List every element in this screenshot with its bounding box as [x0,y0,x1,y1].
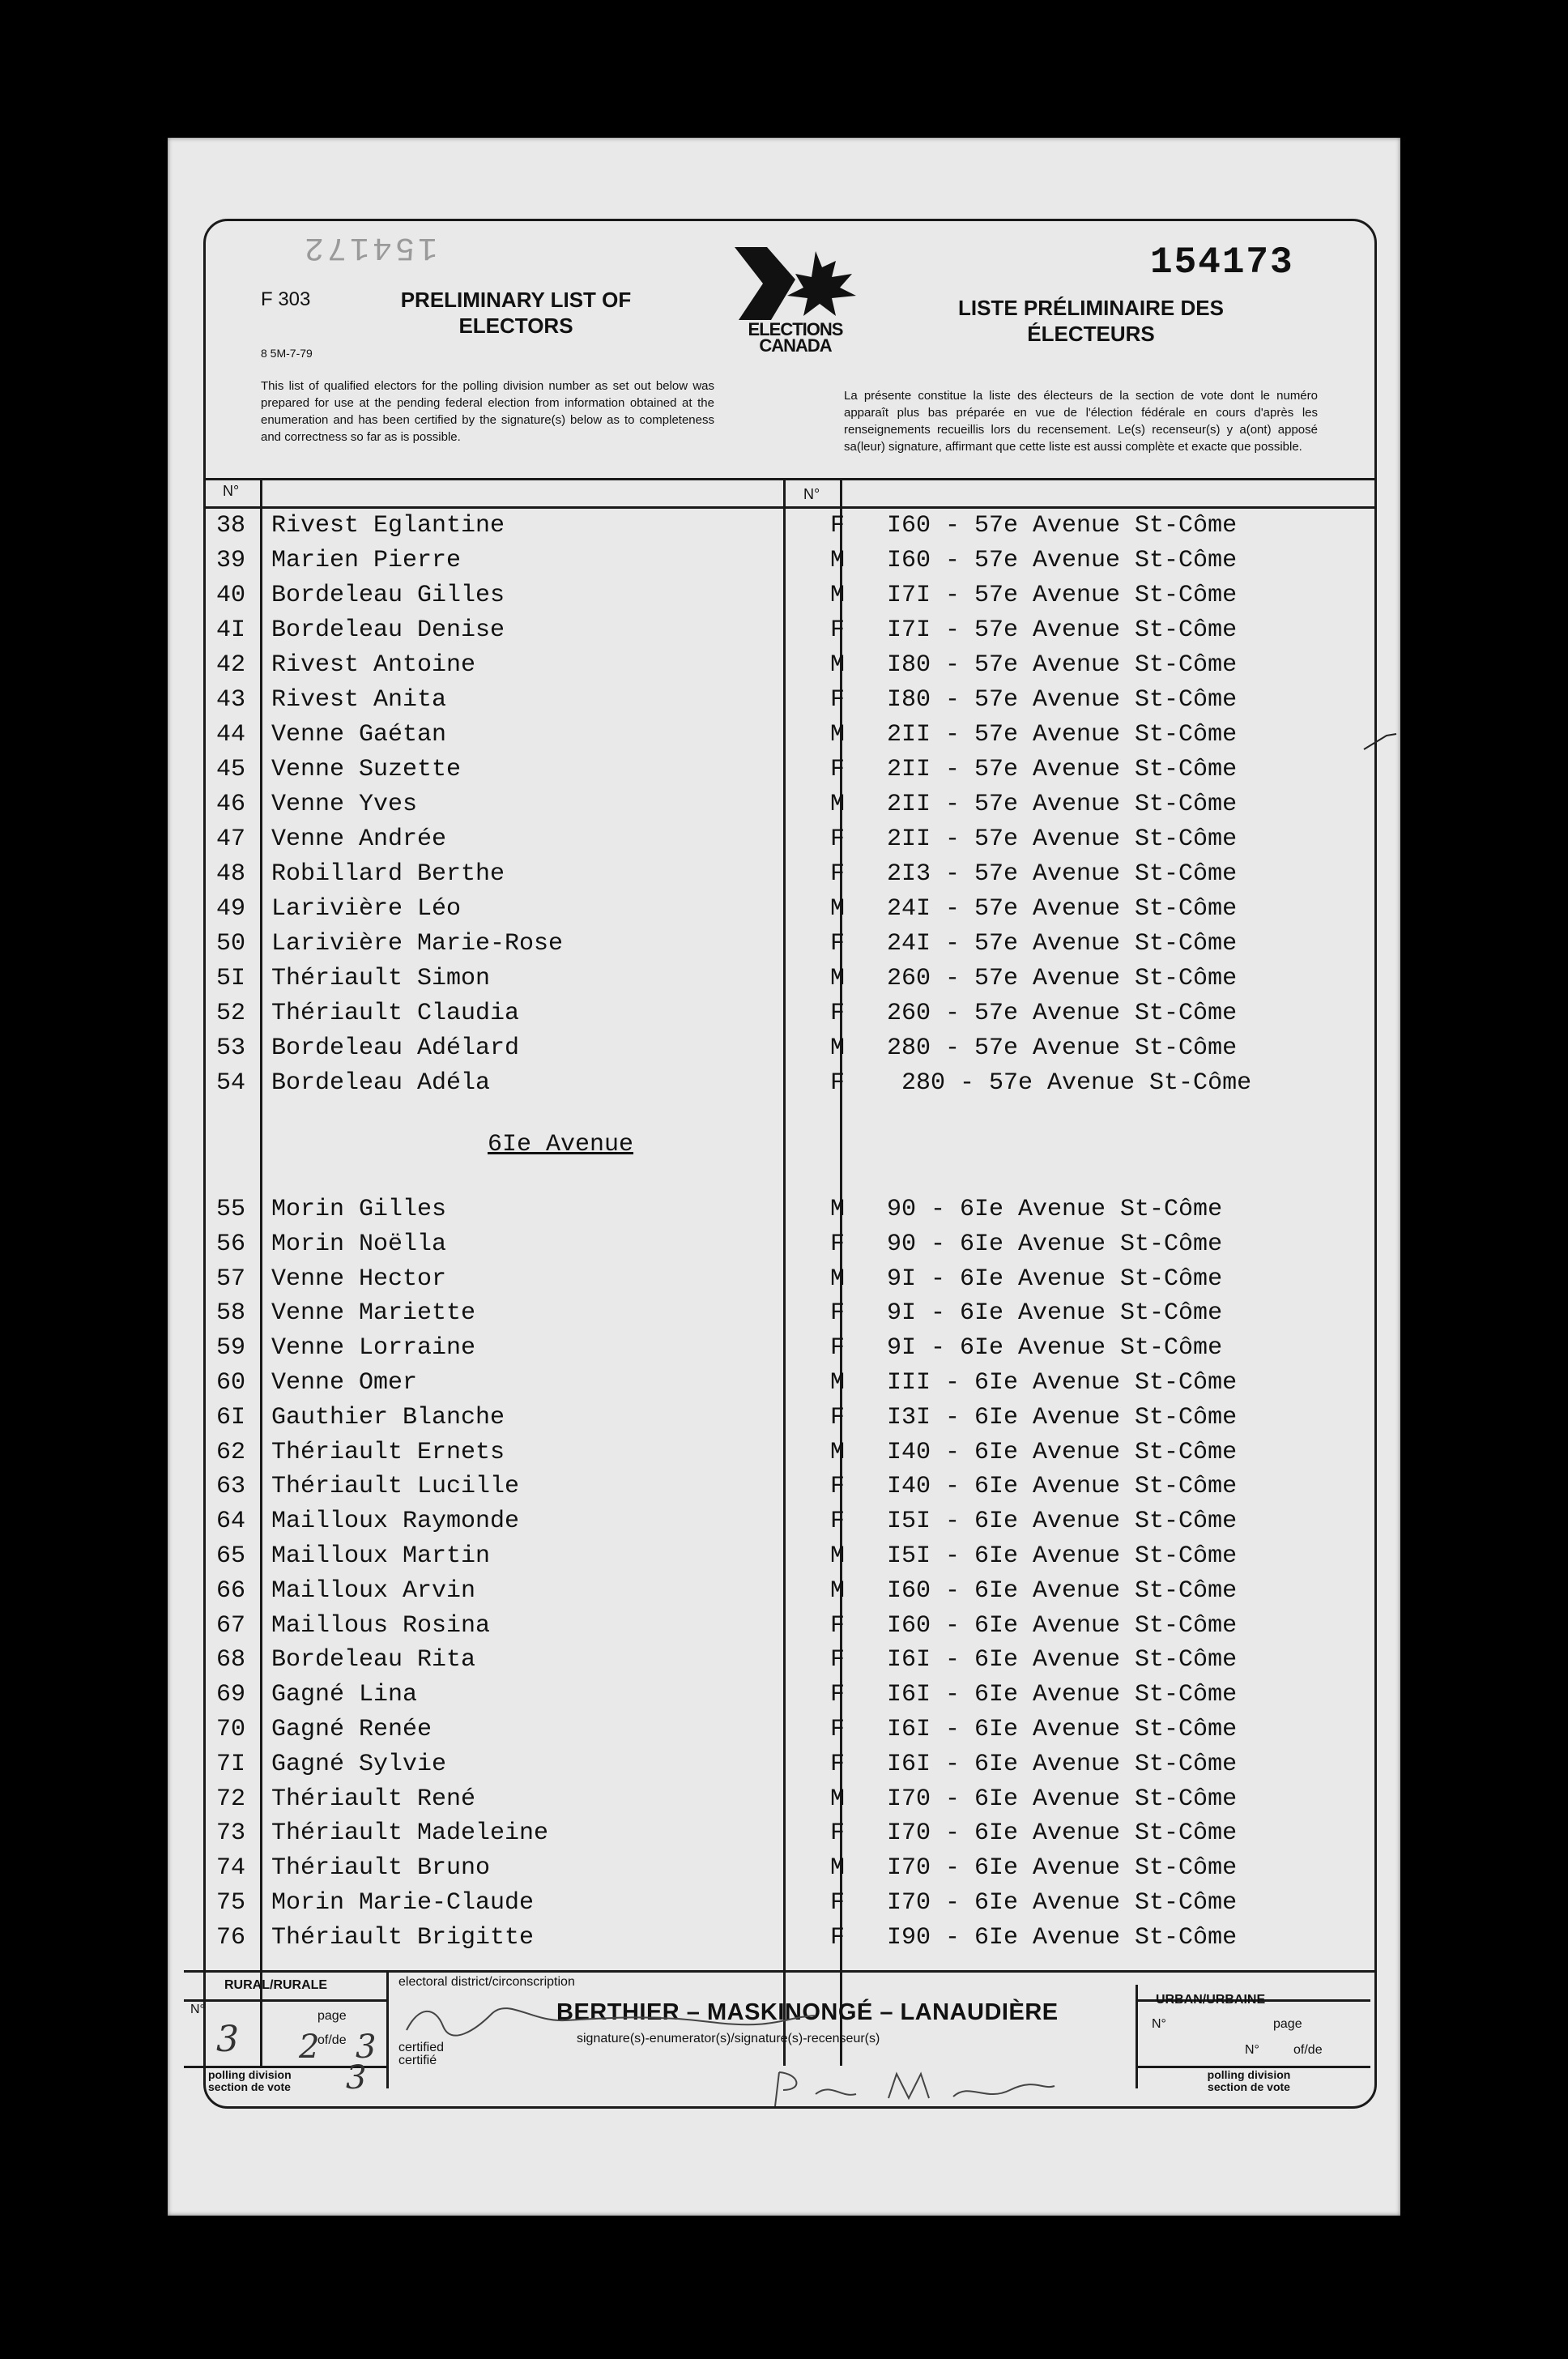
elector-row [207,1542,1357,1575]
title-english: PRELIMINARY LIST OF ELECTORS [400,288,632,338]
title-french: LISTE PRÉLIMINAIRE DES ÉLECTEURS [958,296,1224,346]
elector-sex: M [830,651,846,679]
elector-sex: F [830,1716,846,1743]
polling-division-label: polling division section de vote [208,2068,292,2093]
elector-number: 75 [215,1889,245,1917]
elector-sex: M [830,582,846,609]
elector-sex: F [830,930,846,958]
footer-rule-left [386,1970,389,2088]
elector-row [207,860,1357,893]
elector-row [207,1034,1357,1067]
elector-row [207,1612,1357,1644]
elector-name: Morin Noëlla [271,1230,447,1258]
inverted-stamp-number: 154172 [301,228,438,265]
elector-row [207,1924,1357,1956]
elector-sex: M [830,1265,846,1293]
elector-sex: F [830,1508,846,1536]
elector-sex: M [830,895,846,923]
column-header-divider [203,506,1374,509]
elector-number: 64 [215,1508,245,1536]
elector-sex: F [830,1750,846,1778]
elector-number: 57 [215,1265,245,1293]
elector-row [207,1785,1357,1818]
elector-row [207,1196,1357,1228]
elector-address: I90 - 6Ie Avenue St-Côme [887,1923,1238,1952]
elector-number: 48 [215,860,245,888]
elector-address: I80 - 57e Avenue St-Côme [887,686,1238,714]
elector-sex: M [830,1542,846,1570]
elector-number: 55 [215,1196,245,1223]
elector-name: Gagné Sylvie [271,1750,447,1778]
elector-address: I6I - 6Ie Avenue St-Côme [887,1646,1238,1674]
elector-number: 6I [215,1403,245,1431]
elector-name: Bordeleau Adéla [271,1069,491,1097]
urban-of-label: of/de [1293,2043,1323,2057]
elector-sex: F [830,686,846,714]
elector-row [207,721,1357,753]
elector-sex: F [830,756,846,783]
elector-row [207,1069,1357,1102]
elector-sex: F [830,860,846,888]
elector-address: 24I - 57e Avenue St-Côme [887,895,1238,923]
elector-name: Thériault Brigitte [271,1923,535,1952]
elector-name: Mailloux Arvin [271,1576,476,1605]
elector-name: Mailloux Martin [271,1542,491,1570]
elector-number: 46 [215,791,245,818]
elector-address: I40 - 6Ie Avenue St-Côme [887,1438,1238,1466]
elector-number: 40 [215,582,245,609]
elector-sex: F [830,1403,846,1431]
elector-row [207,547,1357,579]
urban-label: URBAN/URBAINE [1156,1993,1266,2007]
footer-divider [184,1970,1374,1973]
elector-number: 66 [215,1576,245,1605]
elector-name: Rivest Eglantine [271,512,505,540]
elector-number: 7I [215,1750,245,1778]
elector-row [207,1819,1357,1852]
elector-number: 65 [215,1542,245,1570]
elector-name: Bordeleau Rita [271,1646,476,1674]
elector-sex: M [830,1369,846,1397]
elector-sex: F [830,1819,846,1848]
form-code: 8 5M-7-79 [261,347,313,360]
elector-sex: F [830,512,846,540]
elector-sex: F [830,1681,846,1709]
elector-sex: F [830,1611,846,1640]
elector-address: I70 - 6Ie Avenue St-Côme [887,1819,1238,1848]
elector-row [207,1404,1357,1436]
elector-address: I60 - 57e Avenue St-Côme [887,512,1238,540]
elector-number: 44 [215,721,245,749]
elector-address: 9I - 6Ie Avenue St-Côme [887,1299,1223,1328]
rural-label: RURAL/RURALE [224,1978,328,1992]
elector-number: 70 [215,1716,245,1743]
elector-name: Marien Pierre [271,547,462,574]
logo-word-canada: CANADA [759,335,832,356]
elector-sex: F [830,1299,846,1328]
district-label: electoral district/circonscription [398,1975,575,1989]
elector-row [207,1334,1357,1367]
form-number: F 303 [261,288,311,310]
elector-row [207,1231,1357,1263]
margin-pen-mark [1362,729,1399,753]
elector-address: 90 - 6Ie Avenue St-Côme [887,1230,1223,1258]
elector-address: I70 - 6Ie Avenue St-Côme [887,1785,1238,1813]
elector-name: Rivest Antoine [271,651,476,679]
elector-row [207,686,1357,719]
elector-number: 52 [215,1000,245,1027]
elector-name: Bordeleau Adélard [271,1034,520,1062]
of-label: of/de [317,2033,347,2047]
elector-sex: M [830,547,846,574]
intro-text-french: La présente constitue la liste des électeurs de la section de vote dont le numéro apparaît plus bas préparée en vue de l'élection fédérale en cours d'après les renseignements recueillis lors du recensement. Le(s) recenseur(s) y a(ont) apposé sa(leur) signature, affirmant que cette liste est aussi complète et exacte que possible. [844,389,1318,454]
elector-name: Thériault Simon [271,965,491,992]
handwritten-signature-2 [767,2066,1059,2114]
elector-address: 260 - 57e Avenue St-Côme [887,1000,1238,1027]
elector-number: 38 [215,512,245,540]
elector-address: 260 - 57e Avenue St-Côme [887,965,1238,992]
elector-number: 76 [215,1923,245,1952]
urban-page-label: page [1273,2017,1302,2031]
elector-sex: F [830,1473,846,1501]
elector-address: I7I - 57e Avenue St-Côme [887,616,1238,644]
elector-row [207,1508,1357,1540]
elector-name: Venne Andrée [271,825,447,853]
elector-name: Thériault René [271,1785,476,1813]
elector-row [207,582,1357,614]
elector-sex: M [830,965,846,992]
elector-name: Thériault Lucille [271,1473,520,1501]
elector-name: Gauthier Blanche [271,1403,505,1431]
elector-sex: F [830,1334,846,1363]
elector-row [207,616,1357,649]
elector-name: Venne Mariette [271,1299,476,1328]
elector-row [207,965,1357,997]
elector-address: I60 - 6Ie Avenue St-Côme [887,1611,1238,1640]
elector-number: 4I [215,616,245,644]
maple-leaf-x-icon [718,243,872,324]
elector-sex: F [830,1923,846,1952]
elector-sex: F [830,616,846,644]
elector-name: Bordeleau Denise [271,616,505,644]
elector-address: 2II - 57e Avenue St-Côme [887,756,1238,783]
intro-text-english: This list of qualified electors for the polling division number as set out below was prepared for use at the pending federal election from information obtained at the enumeration and has been certified by the signature(s) below as to completeness and correctness so far as is possible. [261,379,714,444]
elector-number: 39 [215,547,245,574]
elector-number: 72 [215,1785,245,1813]
elector-name: Thériault Bruno [271,1854,491,1883]
elector-sex: F [830,1069,846,1097]
elector-number: 62 [215,1438,245,1466]
elector-name: Gagné Renée [271,1716,432,1743]
district-name: BERTHIER – MASKINONGÉ – LANAUDIÈRE [556,1999,1059,2025]
rural-no-label: N° [190,2003,205,2016]
elector-name: Morin Gilles [271,1196,447,1223]
elector-address: I6I - 6Ie Avenue St-Côme [887,1681,1238,1709]
elector-address: I60 - 6Ie Avenue St-Côme [887,1576,1238,1605]
elector-name: Bordeleau Gilles [271,582,505,609]
elector-row [207,512,1357,544]
elector-sex: F [830,1000,846,1027]
elector-address: 9I - 6Ie Avenue St-Côme [887,1265,1223,1293]
elector-address: I70 - 6Ie Avenue St-Côme [887,1854,1238,1883]
elector-address: 9I - 6Ie Avenue St-Côme [887,1334,1223,1363]
elector-address: 2II - 57e Avenue St-Côme [887,791,1238,818]
elector-sex: M [830,791,846,818]
elector-address: I6I - 6Ie Avenue St-Côme [887,1716,1238,1743]
elector-row [207,1751,1357,1783]
elector-row [207,930,1357,962]
elector-number: 68 [215,1646,245,1674]
header-divider [203,478,1374,480]
elector-number: 45 [215,756,245,783]
signature-label: signature(s)-enumerator(s)/signature(s)-recenseur(s) [577,2032,880,2045]
elector-sex: F [830,1889,846,1917]
elector-number: 74 [215,1854,245,1883]
elector-name: Venne Omer [271,1369,418,1397]
elector-name: Thériault Ernets [271,1438,505,1466]
elector-number: 42 [215,651,245,679]
elector-number: 69 [215,1681,245,1709]
elector-address: I60 - 57e Avenue St-Côme [887,547,1238,574]
elector-row [207,825,1357,858]
elections-canada-logo [718,243,872,356]
elector-name: Venne Suzette [271,756,462,783]
elector-name: Venne Hector [271,1265,447,1293]
elector-row [207,791,1357,823]
elector-address: I40 - 6Ie Avenue St-Côme [887,1473,1238,1501]
elector-name: Maillous Rosina [271,1611,491,1640]
elector-address: 24I - 57e Avenue St-Côme [887,930,1238,958]
elector-number: 54 [215,1069,245,1097]
elector-number: 56 [215,1230,245,1258]
elector-name: Thériault Claudia [271,1000,520,1027]
elector-name: Rivest Anita [271,686,447,714]
urban-page-no-label: N° [1245,2043,1259,2057]
logo-word-elections: ELECTIONS [748,319,843,339]
page-label: page [317,2009,347,2023]
rural-number-value: 3 [216,2019,239,2060]
elector-name: Gagné Lina [271,1681,418,1709]
elector-number: 50 [215,930,245,958]
elector-row [207,1681,1357,1713]
elector-row [207,1299,1357,1332]
elector-row [207,1439,1357,1471]
elector-row [207,1889,1357,1922]
urban-polling-division-label: polling division section de vote [1207,2068,1291,2093]
elector-address: 280 - 57e Avenue St-Côme [887,1069,1252,1097]
elector-sex: M [830,1196,846,1223]
elector-number: 58 [215,1299,245,1328]
elector-address: III - 6Ie Avenue St-Côme [887,1369,1238,1397]
serial-number: 154173 [1150,241,1294,284]
document-page [168,138,1400,2216]
elector-address: I6I - 6Ie Avenue St-Côme [887,1750,1238,1778]
elector-number: 5I [215,965,245,992]
elector-row [207,1854,1357,1887]
elector-row [207,651,1357,684]
elector-address: 2II - 57e Avenue St-Côme [887,721,1238,749]
elector-row [207,1265,1357,1298]
polling-division-value: 3 [346,2059,367,2097]
elector-address: I7I - 57e Avenue St-Côme [887,582,1238,609]
page-of-value: 3 [356,2028,377,2066]
elector-name: Robillard Berthe [271,860,505,888]
page-number-value: 2 [299,2028,320,2066]
column-header-number-mid: N° [803,486,820,502]
elector-name: Thériault Madeleine [271,1819,549,1848]
elector-number: 53 [215,1034,245,1062]
elector-sex: M [830,1034,846,1062]
elector-sex: F [830,825,846,853]
elector-address: 280 - 57e Avenue St-Côme [887,1034,1238,1062]
elector-name: Mailloux Raymonde [271,1508,520,1536]
elector-address: I70 - 6Ie Avenue St-Côme [887,1889,1238,1917]
elector-sex: M [830,1854,846,1883]
elector-number: 59 [215,1334,245,1363]
elector-number: 49 [215,895,245,923]
elector-row [207,1000,1357,1032]
elector-name: Venne Yves [271,791,418,818]
elector-row [207,1646,1357,1679]
elector-address: 90 - 6Ie Avenue St-Côme [887,1196,1223,1223]
elector-address: I5I - 6Ie Avenue St-Côme [887,1542,1238,1570]
elector-row [207,1369,1357,1401]
elector-address: I3I - 6Ie Avenue St-Côme [887,1403,1238,1431]
elector-sex: M [830,1576,846,1605]
certified-label: certified certifié [398,2041,445,2067]
elector-number: 43 [215,686,245,714]
elector-row [207,1716,1357,1748]
elector-row [207,1473,1357,1505]
elector-sex: M [830,1785,846,1813]
elector-name: Morin Marie-Claude [271,1889,535,1917]
elector-name: Larivière Marie-Rose [271,930,564,958]
elector-number: 60 [215,1369,245,1397]
elector-sex: F [830,1646,846,1674]
elector-number: 67 [215,1611,245,1640]
urban-no-label: N° [1152,2017,1166,2031]
elector-address: 2I3 - 57e Avenue St-Côme [887,860,1238,888]
elector-number: 63 [215,1473,245,1501]
elector-row [207,1577,1357,1610]
elector-number: 73 [215,1819,245,1848]
elector-address: I80 - 57e Avenue St-Côme [887,651,1238,679]
section-heading: 6Ie Avenue [488,1131,634,1158]
column-header-number: N° [223,483,240,499]
elector-sex: F [830,1230,846,1258]
elector-row [207,756,1357,788]
elector-address: 2II - 57e Avenue St-Côme [887,825,1238,853]
elector-name: Venne Lorraine [271,1334,476,1363]
elector-address: I5I - 6Ie Avenue St-Côme [887,1508,1238,1536]
elector-row [207,895,1357,928]
elector-number: 47 [215,825,245,853]
handwritten-signature-1 [403,1998,824,2038]
elector-name: Venne Gaétan [271,721,447,749]
elector-name: Larivière Léo [271,895,462,923]
elector-sex: M [830,1438,846,1466]
footer-rural-rule [184,1999,386,2002]
elector-sex: M [830,721,846,749]
